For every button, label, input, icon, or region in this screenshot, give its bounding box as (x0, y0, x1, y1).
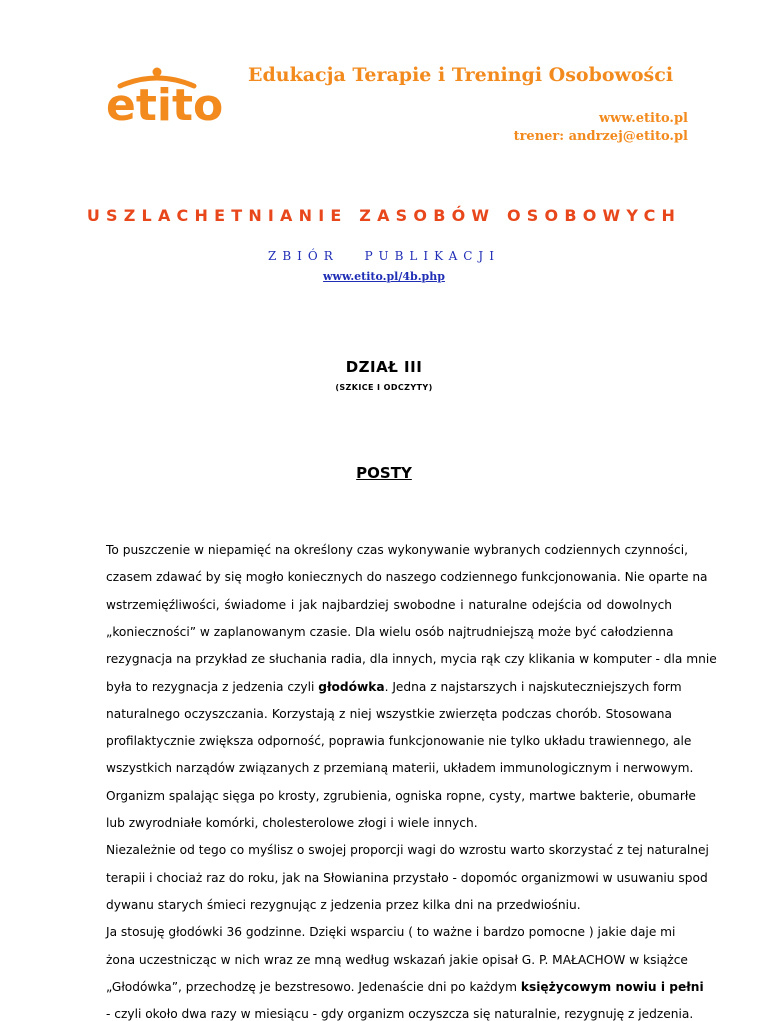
line-text: Organizm spalając sięga po krosty, zgrubienia, ogniska ropne, cysty, martwe bakterie, obumarłe (106, 788, 696, 803)
line-text: „Głodówka”, przechodzę je bezstresowo. Jedenaście dni po każdym (106, 979, 521, 994)
organization-title: Edukacja Terapie i Treningi Osobowości (248, 64, 674, 86)
article-line (106, 761, 694, 776)
line-text: wstrzemięźliwości, świadome i jak najbardziej swobodne i naturalne odejścia od dowolnych (106, 597, 672, 612)
etito-logo-graphic (106, 64, 224, 131)
website-text[interactable]: www.etito.pl (598, 111, 688, 126)
line-text: - czyli około dwa razy w miesiącu - gdy organizm oczyszcza się naturalnie, rezygnuję z jedzenia. (106, 1007, 694, 1021)
line-text-after: . Jedna z najstarszych i najskuteczniejszych form (384, 679, 682, 694)
line-text: Niezależnie od tego co myślisz o swojej proporcji wagi do wzrostu warto skorzystać z tej naturalnej (106, 843, 709, 858)
article-line (106, 979, 704, 994)
line-text: była to rezygnacja z jedzenia czyli (106, 679, 319, 694)
article-line (106, 570, 708, 585)
article-line (106, 952, 688, 967)
article-line (106, 679, 682, 694)
logo-text: etito (106, 80, 224, 131)
article-line (106, 870, 708, 885)
line-text: To puszczenie w niepamięć na określony czas wykonywanie wybranych codziennych czynności, (106, 543, 688, 557)
article-line (106, 734, 692, 749)
etito-logo (106, 64, 224, 131)
section-title: DZIAŁ III (345, 358, 423, 376)
line-text: żona uczestnicząc w nich wraz ze mną według wskazań jakie opisał G. P. MAŁACHOW w książce (106, 952, 688, 967)
article-line (106, 598, 672, 612)
line-text: rezygnacja na przykład ze słuchania radia, dla innych, mycia rąk czy klikania w komputer - dla mnie (106, 652, 717, 667)
article-line (106, 625, 672, 639)
article-title: POSTY (356, 464, 412, 482)
section-subtitle: (SZKICE I ODCZYTY) (335, 383, 433, 392)
article-line (106, 1007, 694, 1021)
collection-link[interactable] (0, 270, 768, 283)
article-line (106, 816, 672, 830)
line-text: „konieczności” w zaplanowanym czasie. Dla wielu osób najtrudniejszą może być całodzienna (106, 624, 674, 639)
article-line (106, 898, 672, 912)
article-line (106, 843, 709, 858)
line-bold-text: księżycowym nowiu i pełni (520, 979, 704, 994)
article-line (106, 652, 717, 667)
trainer-email[interactable]: trener: andrzej@etito.pl (513, 129, 688, 144)
series-title: USZLACHETNIANIE ZASOBÓW OSOBOWYCH (86, 206, 682, 225)
line-text: lub zwyrodniałe komórki, cholesterolowe złogi i wiele innych. (106, 816, 478, 830)
line-text: Ja stosuję głodówki 36 godzinne. Dzięki wsparciu ( to ważne i bardzo pomocne ) jakie daje mi (106, 925, 676, 940)
article-line (106, 543, 688, 557)
contact-block (514, 110, 688, 146)
line-text: czasem zdawać by się mogło koniecznych do naszego codziennego funkcjonowania. Nie oparte na (106, 570, 708, 585)
article-line (106, 788, 696, 803)
article-line (106, 925, 676, 940)
line-bold-text: głodówka (318, 679, 385, 694)
article-line (106, 707, 672, 721)
collection-link-anchor[interactable]: www.etito.pl/4b.php (323, 270, 445, 283)
line-text: terapii i chociaż raz do roku, jak na Słowianina przystało - dopomóc organizmowi w usuwaniu spod (106, 870, 708, 885)
line-text: profilaktycznie zwiększa odporność, poprawia funkcjonowanie nie tylko układu trawiennego, ale (106, 734, 692, 749)
line-text: wszystkich narządów związanych z przemianą materii, układem immunologicznym i nerwowym. (106, 761, 694, 776)
collection-label: ZBIÓR PUBLIKACJI (268, 249, 500, 263)
line-text: dywanu starych śmieci rezygnując z jedzenia przez kilka dni na przedwiośniu. (106, 897, 581, 912)
line-text: naturalnego oczyszczania. Korzystają z niej wszystkie zwierzęta podczas chorób. Stosowana (106, 706, 672, 721)
